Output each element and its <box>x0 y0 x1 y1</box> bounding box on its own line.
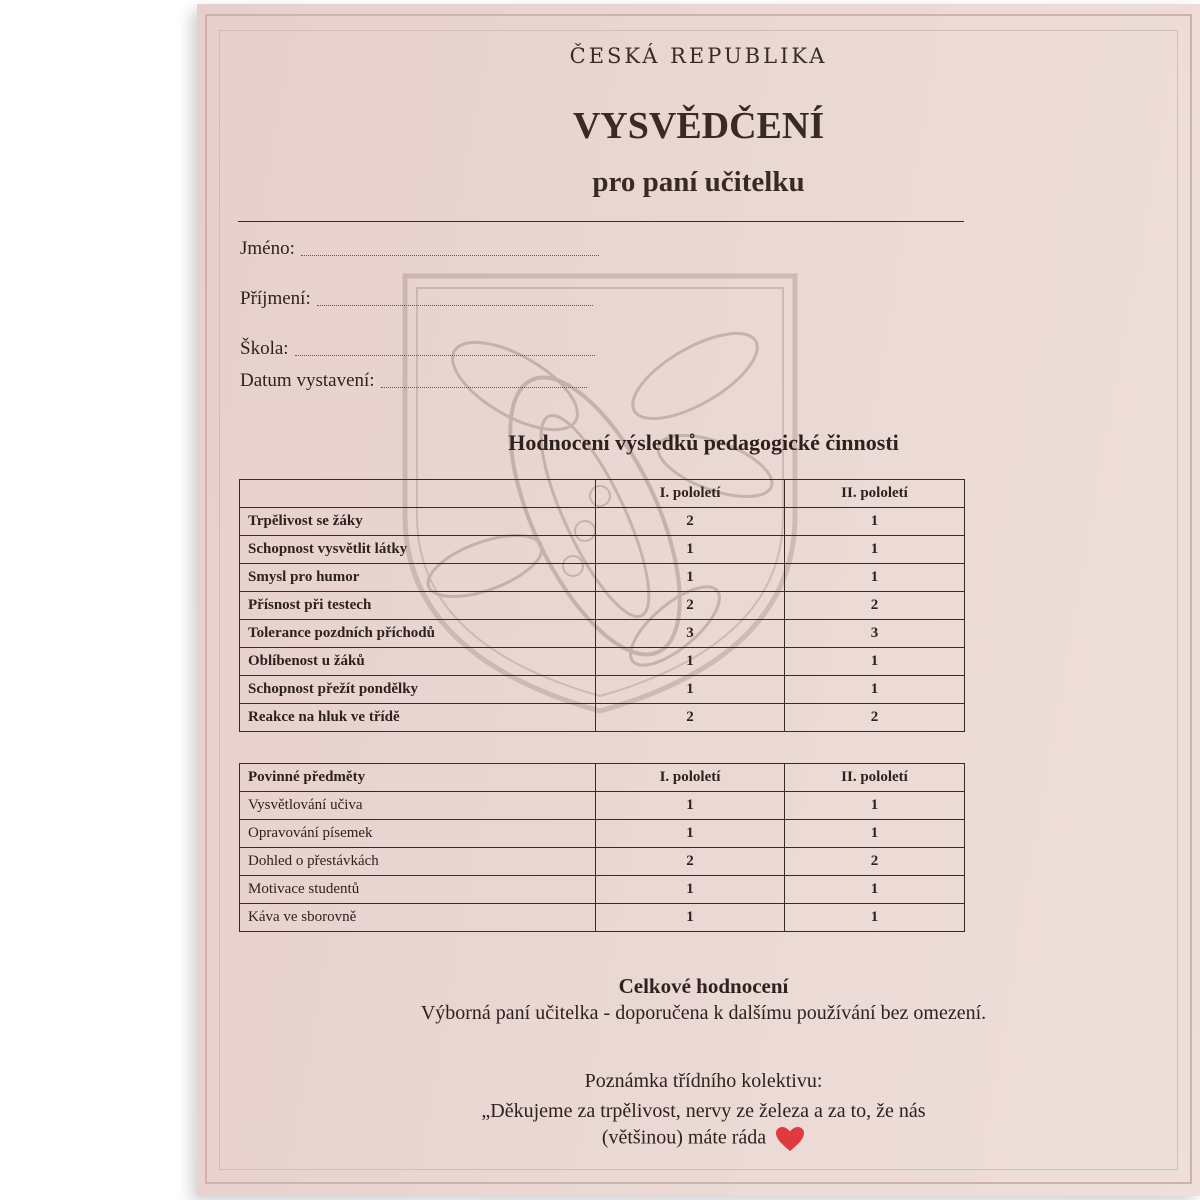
grade-first-half: 1 <box>596 904 785 932</box>
grade-first-half: 2 <box>596 848 785 876</box>
table-row <box>240 592 965 620</box>
table-row <box>240 536 965 564</box>
class-note-title: Poznámka třídního kolektivu: <box>584 1070 823 1092</box>
grade-second-half: 1 <box>785 508 965 536</box>
table-header-cell <box>240 480 596 508</box>
field-label: Jméno: <box>240 238 295 259</box>
table-row <box>240 820 965 848</box>
table-row <box>240 676 965 704</box>
overall-rating-title: Celkové hodnocení <box>618 974 789 998</box>
field-label: Datum vystavení: <box>240 370 375 391</box>
row-label: Tolerance pozdních příchodů <box>240 620 596 648</box>
grade-second-half: 1 <box>785 536 965 564</box>
grade-second-half: 2 <box>785 704 965 732</box>
subjects-grades-table <box>239 763 965 932</box>
field-label: Škola: <box>240 338 289 359</box>
grade-first-half: 1 <box>596 564 785 592</box>
table-row <box>240 848 965 876</box>
row-label: Motivace studentů <box>240 876 596 904</box>
row-label: Dohled o přestávkách <box>240 848 596 876</box>
row-label: Vysvětlování učiva <box>240 792 596 820</box>
row-label: Káva ve sborovně <box>240 904 596 932</box>
country-heading: ČESKÁ REPUBLIKA <box>569 44 828 68</box>
field-blank-line[interactable] <box>301 254 599 256</box>
grade-first-half: 2 <box>596 508 785 536</box>
grade-second-half: 1 <box>785 876 965 904</box>
row-label: Smysl pro humor <box>240 564 596 592</box>
table-header-cell: II. pololetí <box>785 764 965 792</box>
row-label: Opravování písemek <box>240 820 596 848</box>
heart-icon <box>775 1126 805 1152</box>
table-row <box>240 876 965 904</box>
grade-second-half: 2 <box>785 848 965 876</box>
grade-second-half: 1 <box>785 820 965 848</box>
grade-first-half: 1 <box>596 536 785 564</box>
grade-second-half: 1 <box>785 904 965 932</box>
field-label: Příjmení: <box>240 288 311 309</box>
table-row <box>240 904 965 932</box>
pedagogy-grades-table <box>239 479 965 732</box>
title-divider <box>238 221 964 222</box>
table-header-cell: II. pololetí <box>785 480 965 508</box>
table-row <box>240 704 965 732</box>
field-school <box>240 338 595 360</box>
table-row <box>240 508 965 536</box>
row-label: Schopnost vysvětlit látky <box>240 536 596 564</box>
grade-first-half: 3 <box>596 620 785 648</box>
grade-second-half: 2 <box>785 592 965 620</box>
grade-first-half: 1 <box>596 676 785 704</box>
row-label: Reakce na hluk ve třídě <box>240 704 596 732</box>
table-row <box>240 792 965 820</box>
row-label: Přísnost při testech <box>240 592 596 620</box>
grade-second-half: 1 <box>785 564 965 592</box>
grade-first-half: 1 <box>596 820 785 848</box>
class-note-text: (většinou) máte ráda <box>601 1126 767 1149</box>
field-blank-line[interactable] <box>381 386 587 388</box>
row-label: Oblíbenost u žáků <box>240 648 596 676</box>
grade-second-half: 1 <box>785 648 965 676</box>
grade-first-half: 1 <box>596 876 785 904</box>
table-header-row <box>240 764 965 792</box>
table-row <box>240 564 965 592</box>
grade-first-half: 2 <box>596 704 785 732</box>
certificate-title: VYSVĚDČENÍ <box>572 105 825 147</box>
certificate-sheet <box>197 4 1200 1196</box>
class-note-line-last <box>197 1126 1200 1152</box>
field-blank-line[interactable] <box>295 354 595 356</box>
certificate-subtitle: pro paní učitelku <box>592 166 805 198</box>
table-header-cell: I. pololetí <box>596 480 785 508</box>
table-header-cell: I. pololetí <box>596 764 785 792</box>
field-issue-date <box>240 370 587 392</box>
grade-first-half: 2 <box>596 592 785 620</box>
grade-second-half: 1 <box>785 676 965 704</box>
field-first-name <box>240 238 599 260</box>
row-label: Trpělivost se žáky <box>240 508 596 536</box>
table-row <box>240 648 965 676</box>
grade-first-half: 1 <box>596 648 785 676</box>
table-header-row <box>240 480 965 508</box>
grade-second-half: 3 <box>785 620 965 648</box>
row-label: Schopnost přežít pondělky <box>240 676 596 704</box>
field-blank-line[interactable] <box>317 304 593 306</box>
overall-rating-text: Výborná paní učitelka - doporučena k dalšímu používání bez omezení. <box>420 1002 987 1024</box>
grade-second-half: 1 <box>785 792 965 820</box>
class-note-line: „Děkujeme za trpělivost, nervy ze železa a za to, že nás <box>481 1100 926 1122</box>
section-title: Hodnocení výsledků pedagogické činnosti <box>508 430 899 455</box>
grade-first-half: 1 <box>596 792 785 820</box>
table-row <box>240 620 965 648</box>
field-last-name <box>240 288 593 310</box>
table-header-cell: Povinné předměty <box>240 764 596 792</box>
